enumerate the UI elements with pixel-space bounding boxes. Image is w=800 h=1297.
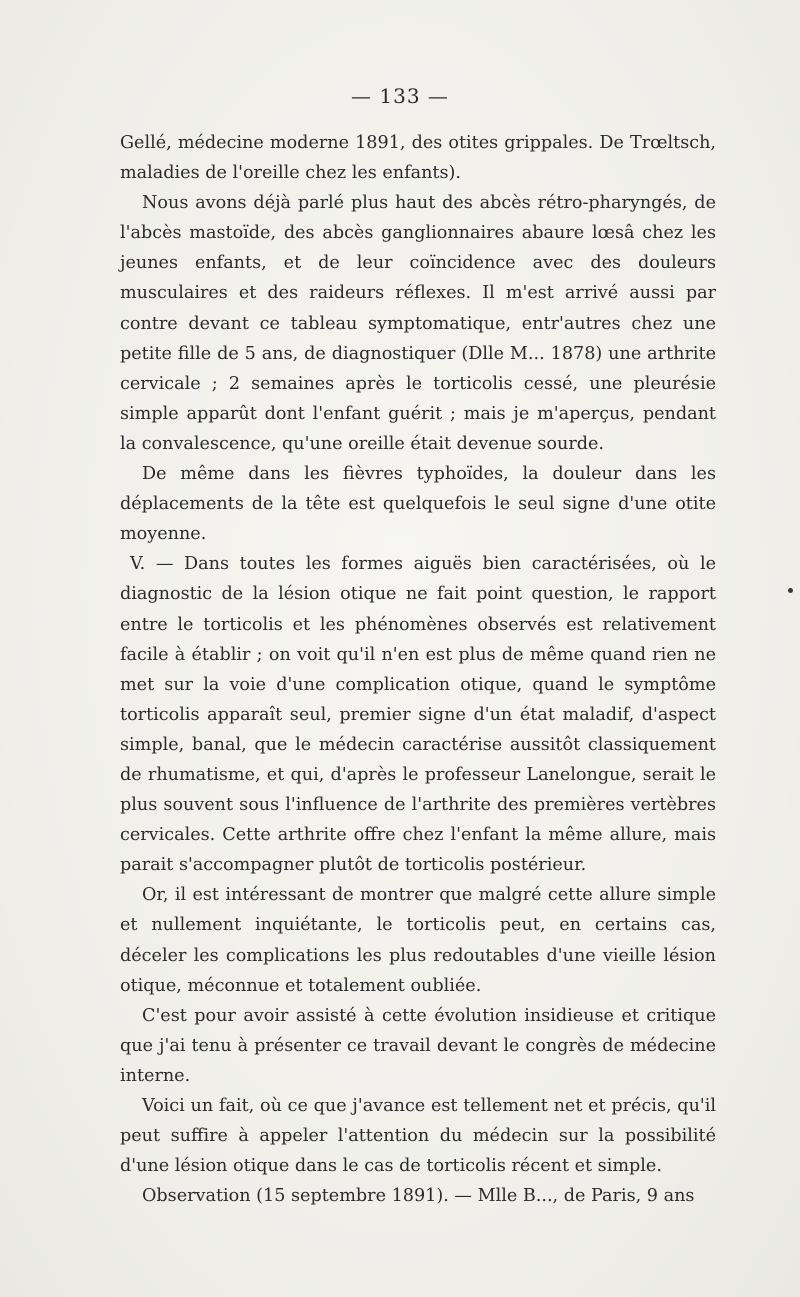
paragraph-3: De même dans les fièvres typhoïdes, la douleur dans les déplacements de la tête est quelquefois le seul signe d'une otite moyenne. [120,464,716,545]
paragraph-6: C'est pour avoir assisté à cette évolution insidieuse et critique que j'ai tenu à présenter ce travail devant le congrès de médecine interne. [120,1005,716,1086]
paragraph-7: Voici un fait, où ce que j'avance est tellement net et précis, qu'il peut suffire à appeler l'attention du médecin sur la possibilité d'une lésion otique dans le cas de torticolis récent et simple. [120,1096,716,1177]
paragraph-4-section-v: V. — Dans toutes les formes aiguës bien caractérisées, où le diagnostic de la lésion otique ne fait point question, le rapport entre le torticolis et les phénomènes observés est relativement facile à établir ; on voit qu'il n'en est plus de même quand rien ne met sur la voie d'une complication otique, quand le symptôme torticolis apparaît seul, premier signe d'un état maladif, d'aspect simple, banal, que le médecin caractérise aussitôt classiquement de rhumatisme, et qui, d'après le professeur Lanelongue, serait le plus souvent sous l'influence de l'arthrite des premières vertèbres cervicales. Cette arthrite offre chez l'enfant la même allure, mais parait s'accompagner plutôt de torticolis postérieur. [120,554,716,876]
paragraph-2: Nous avons déjà parlé plus haut des abcès rétro-pharyngés, de l'abcès mastoïde, des abcès ganglionnaires abaure lœsâ chez les jeunes enfants, et de leur coïncidence avec des douleurs musculaires et des raideurs réflexes. Il m'est arrivé aussi par contre devant ce tableau symptomatique, entr'autres chez une petite fille de 5 ans, de diagnostiquer (Dlle M... 1878) une arthrite cervicale ; 2 semaines après le torticolis cessé, une pleurésie simple apparût dont l'enfant guérit ; mais je m'aperçus, pendant la convalescence, qu'une oreille était devenue sourde. [120,193,716,454]
paragraph-5: Or, il est intéressant de montrer que malgré cette allure simple et nullement inquiétante, le torticolis peut, en certains cas, déceler les complications les plus redoutables d'une vieille lésion otique, méconnue et totalement oubliée. [120,885,716,996]
body-text [120,128,716,1211]
page-number: — 133 — [351,84,449,108]
paragraph-1: Gellé, médecine moderne 1891, des otites grippales. De Trœltsch, maladies de l'oreille chez les enfants). [120,133,716,184]
paragraph-8-observation: Observation (15 septembre 1891). — Mlle B..., de Paris, 9 ans [142,1186,695,1207]
ink-speck [788,588,793,593]
